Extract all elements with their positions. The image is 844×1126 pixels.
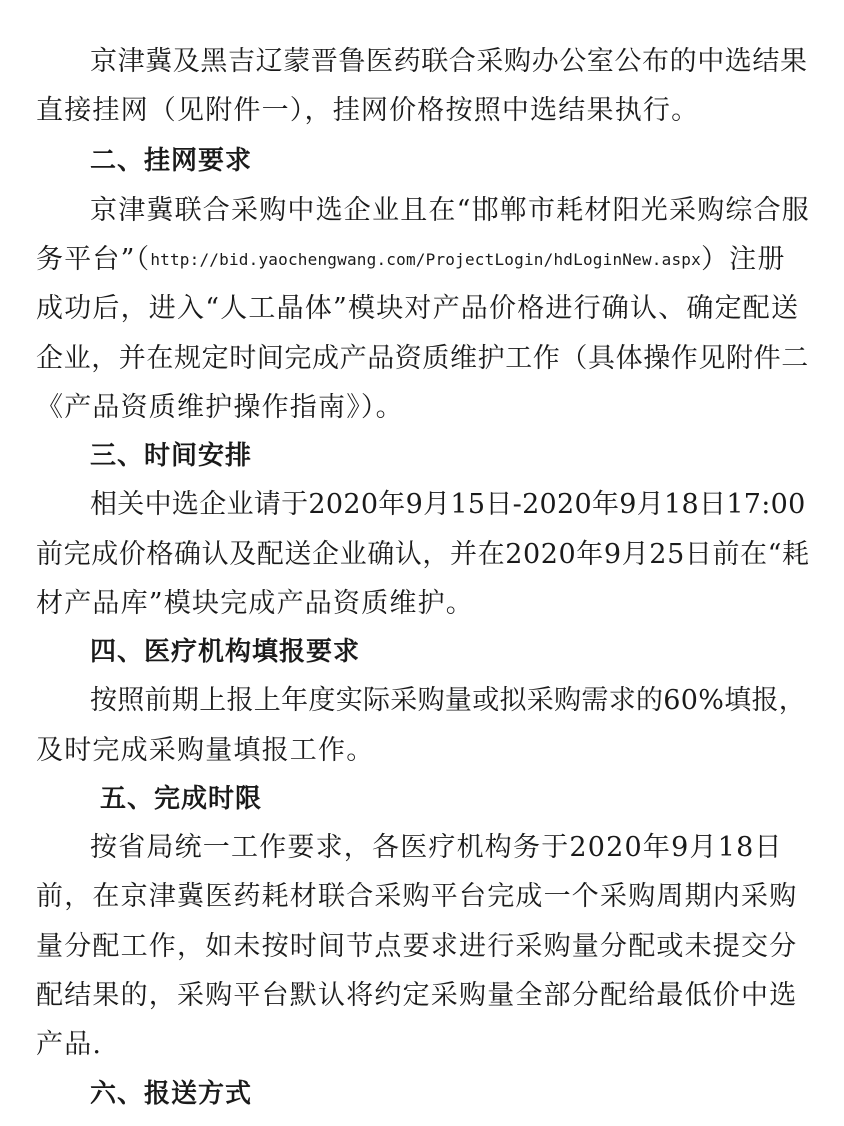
paragraph-line: 相关中选企业请于2020年9月15日-2020年9月18日17:00	[90, 489, 806, 520]
paragraph-line: 京津冀联合采购中选企业且在“邯郸市耗材阳光采购综合服	[90, 195, 811, 226]
paragraph-line: 直接挂网（见附件一），挂网价格按照中选结果执行。	[36, 95, 700, 126]
section-heading: 六、报送方式	[90, 1079, 253, 1109]
paragraph-line: 成功后，进入“人工晶体”模块对产品价格进行确认、确定配送	[36, 293, 800, 324]
paragraph-line: 前完成价格确认及配送企业确认，并在2020年9月25日前在“耗	[36, 539, 810, 570]
paragraph-line-with-url	[36, 242, 786, 278]
section-heading: 三、时间安排	[90, 441, 253, 471]
paragraph-line: 京津冀及黑吉辽蒙晋鲁医药联合采购办公室公布的中选结果	[90, 46, 808, 77]
paragraph-line: 量分配工作，如未按时间节点要求进行采购量分配或未提交分	[36, 931, 798, 962]
paragraph-line: 企业，并在规定时间完成产品资质维护工作（具体操作见附件二	[36, 343, 809, 374]
paragraph-line: 材产品库”模块完成产品资质维护。	[36, 588, 475, 619]
section-heading: 五、完成时限	[100, 784, 263, 814]
paragraph-line: 按照前期上报上年度实际采购量或拟采购需求的60%填报，	[90, 685, 807, 716]
paragraph-line: 按省局统一工作要求，各医疗机构务于2020年9月18日	[90, 832, 783, 863]
platform-url: http://bid.yaochengwang.com/ProjectLogin/hdLoginNew.aspx	[150, 250, 701, 269]
paragraph-line: 及时完成采购量填报工作。	[36, 735, 375, 766]
section-heading: 二、挂网要求	[90, 146, 253, 176]
paragraph-line: 前，在京津冀医药耗材联合采购平台完成一个采购周期内采购	[36, 881, 798, 912]
paragraph-line: 产品.	[36, 1029, 103, 1060]
text-fragment: ）注册	[700, 244, 786, 275]
paragraph-line: 配结果的，采购平台默认将约定采购量全部分配给最低价中选	[36, 980, 798, 1011]
paragraph-line: 《产品资质维护操作指南》）。	[36, 392, 404, 423]
section-heading: 四、医疗机构填报要求	[90, 637, 361, 667]
text-fragment: 务平台”（	[36, 244, 151, 275]
